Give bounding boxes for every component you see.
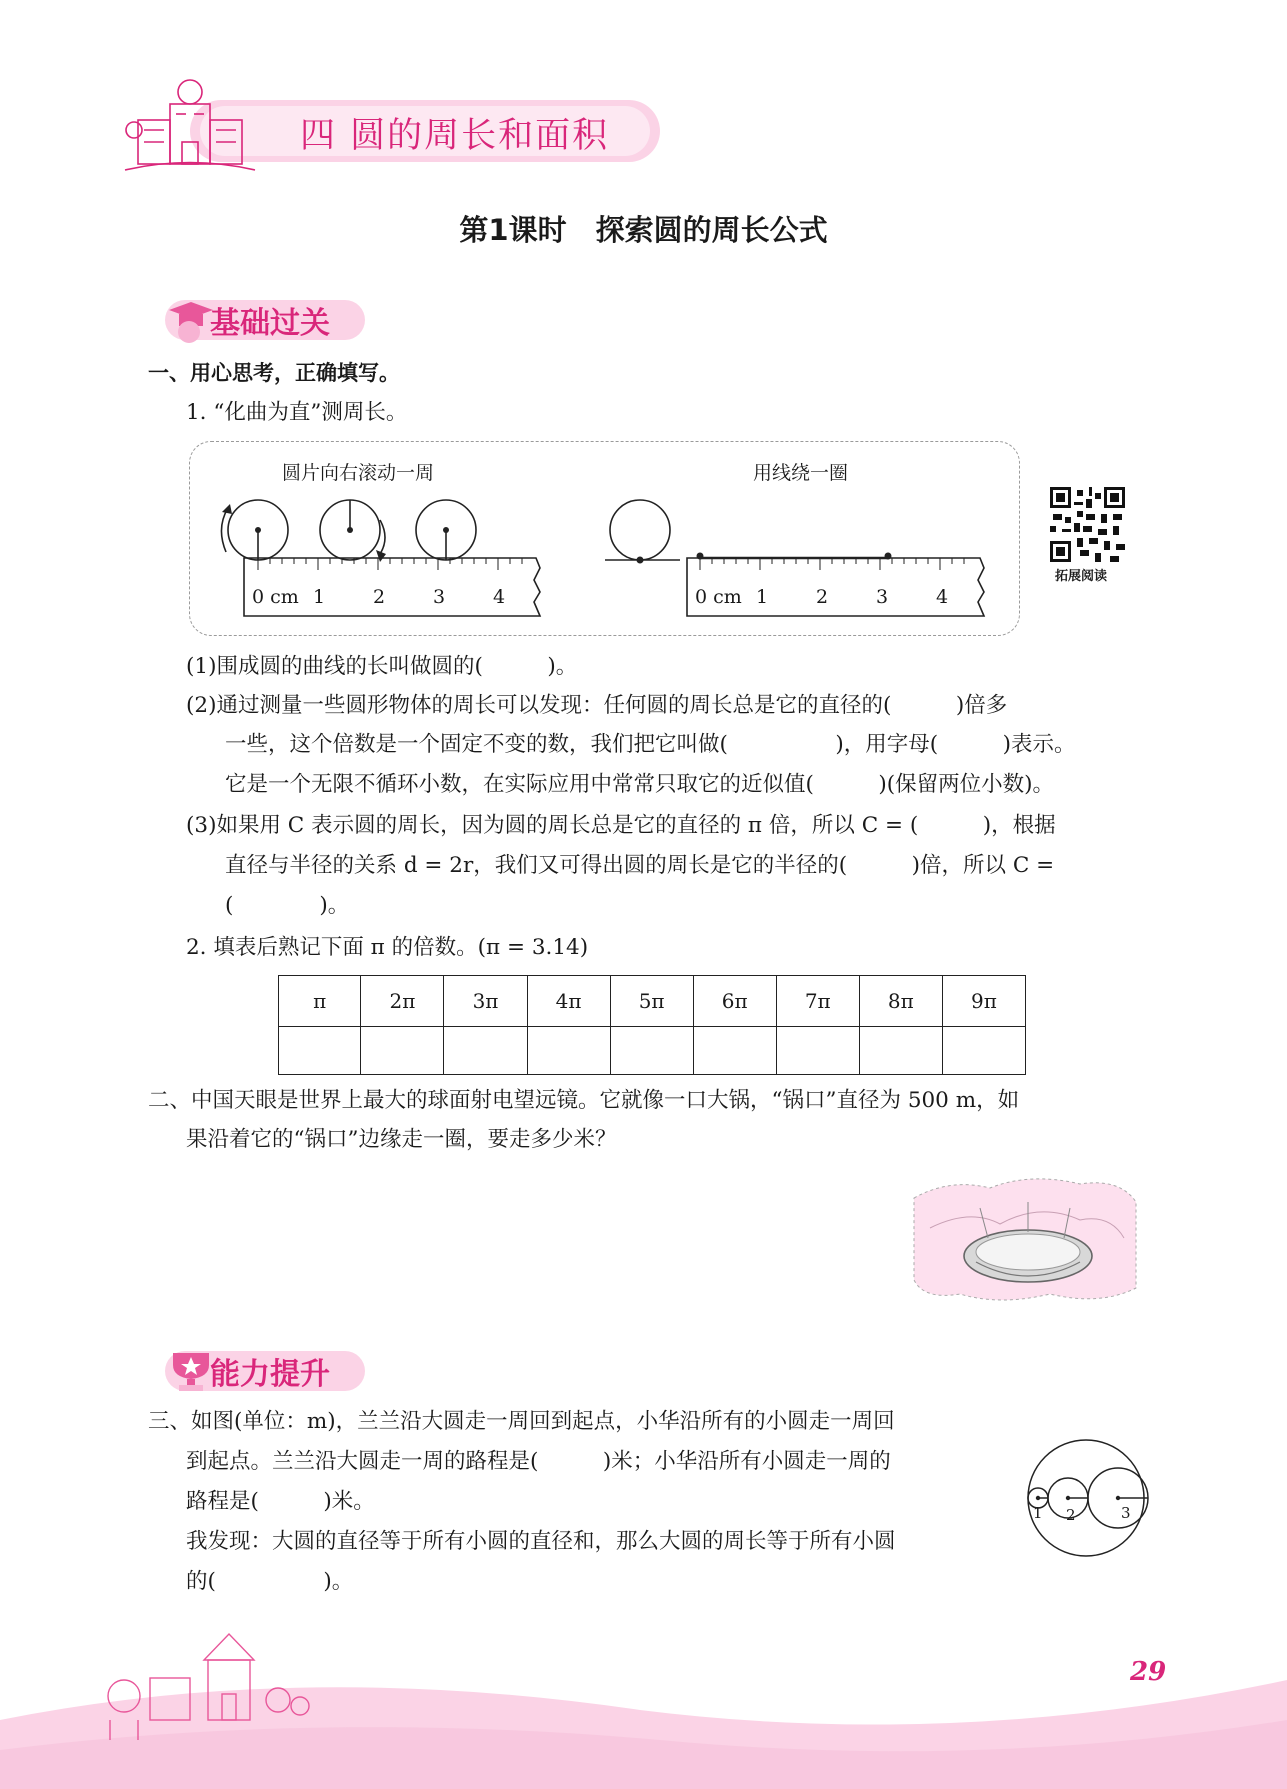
- lesson-title: 第1课时 探索圆的周长公式: [459, 213, 828, 247]
- answer-cell[interactable]: [361, 1027, 444, 1075]
- nested-circles-diagram: [1024, 1436, 1149, 1561]
- part3-line-1: 三、如图(单位：m)，兰兰沿大圆走一周回到起点，小华沿所有的小圆走一周回: [148, 1409, 895, 1434]
- q1-line-4: 它是一个无限不循环小数，在实际应用中常常只取它的近似值( )(保留两位小数)。: [225, 772, 1055, 797]
- part2-line-1: 二、中国天眼是世界上最大的球面射电望远镜。它就像一口大锅，“锅口”直径为 500 m，如: [148, 1088, 1020, 1113]
- q1-line-2: (2)通过测量一些圆形物体的周长可以发现：任何圆的周长总是它的直径的( )倍多: [186, 693, 1008, 718]
- ruler-label-2: 2: [373, 586, 386, 608]
- ruler-label-4: 4: [493, 586, 506, 608]
- table-header-cell: 9π: [942, 976, 1025, 1027]
- part3-line-4: 我发现：大圆的直径等于所有小圆的直径和，那么大圆的周长等于所有小圆: [186, 1529, 896, 1554]
- footer-decoration: [0, 1600, 1287, 1789]
- circle-label-1: 1: [1033, 1504, 1043, 1522]
- answer-cell[interactable]: [942, 1027, 1025, 1075]
- q1-line-5: (3)如果用 C 表示圆的周长，因为圆的周长总是它的直径的 π 倍，所以 C = ( )，根据: [186, 813, 1056, 838]
- ruler-label-3-right: 3: [876, 586, 889, 608]
- part3-line-2: 到起点。兰兰沿大圆走一周的路程是( )米；小华沿所有小圆走一周的: [186, 1449, 891, 1474]
- table-header-cell: 6π: [693, 976, 776, 1027]
- part3-line-5: 的( )。: [186, 1569, 354, 1594]
- ruler-label-4-right: 4: [936, 586, 949, 608]
- table-header-cell: π: [279, 976, 361, 1027]
- pi-multiples-table: [278, 975, 1026, 1075]
- table-header-cell: 8π: [859, 976, 942, 1027]
- answer-cell[interactable]: [444, 1027, 527, 1075]
- ruler-label-1-right: 1: [756, 586, 769, 608]
- part2-line-2: 果沿着它的“锅口”边缘走一圈，要走多少米？: [186, 1127, 617, 1152]
- answer-cell[interactable]: [693, 1027, 776, 1075]
- fast-telescope-illustration: [910, 1168, 1140, 1308]
- ruler-label-0-right: 0 cm: [695, 586, 742, 608]
- table-header-cell: 5π: [610, 976, 693, 1027]
- figure-caption-right: 用线绕一圈: [753, 462, 849, 484]
- qr-label: 拓展阅读: [1055, 569, 1108, 584]
- answer-cell[interactable]: [859, 1027, 942, 1075]
- ruler-label-0: 0 cm: [252, 586, 299, 608]
- table-header-cell: 2π: [361, 976, 444, 1027]
- ruler-label-2-right: 2: [816, 586, 829, 608]
- chapter-title: 四 圆的周长和面积: [300, 116, 610, 156]
- q2-title: 2. 填表后熟记下面 π 的倍数。(π = 3.14): [186, 935, 589, 960]
- ruler-label-1: 1: [313, 586, 326, 608]
- answer-cell[interactable]: [610, 1027, 693, 1075]
- q1-line-6: 直径与半径的关系 d = 2r，我们又可得出圆的周长是它的半径的( )倍，所以 C =: [225, 853, 1055, 878]
- school-building-icon: [120, 70, 260, 180]
- q1-line-1: (1)围成圆的曲线的长叫做圆的( )。: [186, 654, 578, 679]
- page-number: 29: [1130, 1657, 1167, 1687]
- table-header-cell: 3π: [444, 976, 527, 1027]
- part1-heading: 一、用心思考，正确填写。: [148, 360, 400, 385]
- table-header-cell: 4π: [527, 976, 610, 1027]
- circle-label-3: 3: [1121, 1504, 1131, 1522]
- figure-caption-left: 圆片向右滚动一周: [282, 462, 435, 484]
- answer-cell[interactable]: [527, 1027, 610, 1075]
- circle-label-2: 2: [1066, 1506, 1076, 1524]
- section-title-advanced: 能力提升: [210, 1357, 330, 1392]
- part3-line-3: 路程是( )米。: [186, 1489, 375, 1514]
- ruler-label-3: 3: [433, 586, 446, 608]
- qr-code-icon[interactable]: [1050, 487, 1125, 562]
- q1-line-7: ( )。: [225, 893, 350, 918]
- section-title-basic: 基础过关: [210, 306, 330, 341]
- string-circle: [610, 500, 670, 560]
- answer-cell[interactable]: [776, 1027, 859, 1075]
- q1-title: 1. “化曲为直”测周长。: [186, 400, 408, 425]
- table-header-cell: 7π: [776, 976, 859, 1027]
- answer-cell[interactable]: [279, 1027, 361, 1075]
- q1-line-3: 一些，这个倍数是一个固定不变的数，我们把它叫做( )，用字母( )表示。: [225, 732, 1076, 757]
